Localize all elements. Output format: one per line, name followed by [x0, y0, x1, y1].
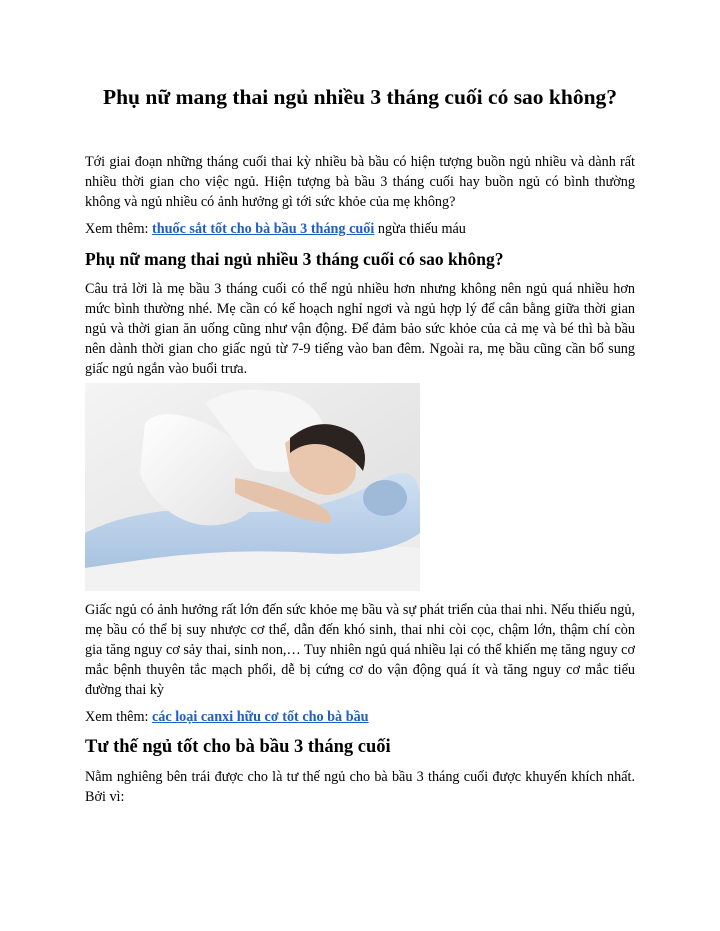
section-heading-1: Phụ nữ mang thai ngủ nhiều 3 tháng cuối có sao không?: [85, 249, 504, 269]
pregnant-woman-sleeping-photo: [85, 383, 420, 591]
intro-paragraph: Tới giai đoạn những tháng cuối thai kỳ nhiều bà bầu có hiện tượng buồn ngủ nhiều và dành rất nhiều thời gian cho việc ngủ. Hiện tượng bà bầu 3 tháng cuối hay buồn ngủ có bình thường không và ngủ nhiều có ảnh hưởng gì tới sức khỏe của mẹ không?: [85, 154, 635, 210]
iron-supplement-link[interactable]: thuốc sắt tốt cho bà bầu 3 tháng cuối: [151, 221, 375, 237]
impact-paragraph: Giấc ngủ có ảnh hưởng rất lớn đến sức khỏe mẹ bầu và sự phát triển của thai nhi. Nếu thiếu ngủ, mẹ bầu có thể bị suy nhược cơ thể, dẫn đến khó sinh, thai nhi còi cọc, chậm lớn, thậm chí còn gia tăng nguy cơ sảy thai, sinh non,… Tuy nhiên ngủ quá nhiều lại có thể khiến mẹ tăng nguy cơ mắc bệnh thuyên tắc mạch phổi, dễ bị cứng cơ do vận động quá ít và tăng nguy cơ mắc tiểu đường thai kỳ: [85, 602, 635, 698]
see-also-1: [85, 219, 635, 239]
sleep-position-paragraph: Nằm nghiêng bên trái được cho là tư thế ngủ cho bà bầu 3 tháng cuối được khuyến khích nhất. Bởi vì:: [85, 769, 635, 805]
section-heading-2: Tư thế ngủ tốt cho bà bầu 3 tháng cuối: [85, 737, 391, 757]
see-also-1-suffix: ngừa thiếu máu: [374, 221, 466, 237]
see-also-2-prefix: Xem thêm:: [85, 709, 152, 725]
calcium-link[interactable]: các loại canxi hữu cơ tốt cho bà bầu: [151, 709, 369, 725]
photo-illustration: [85, 383, 420, 591]
page-title: Phụ nữ mang thai ngủ nhiều 3 tháng cuối có sao không?: [102, 85, 618, 109]
answer-paragraph: Câu trả lời là mẹ bầu 3 tháng cuối có thể ngủ nhiều hơn nhưng không nên ngủ quá nhiều hơn mức bình thường nhé. Mẹ cần có kế hoạch nghỉ ngơi và ngủ hợp lý để cân bằng giữa thời gian ngủ và thời gian ăn uống cũng như vận động. Để đảm bảo sức khỏe của cả mẹ và bé thì bà bầu nên dành thời gian cho giấc ngủ từ 7-9 tiếng vào ban đêm. Ngoài ra, mẹ bầu cũng cần bổ sung giấc ngủ ngắn vào buổi trưa.: [85, 281, 635, 377]
see-also-1-prefix: Xem thêm:: [85, 221, 152, 237]
see-also-2: [85, 707, 635, 727]
